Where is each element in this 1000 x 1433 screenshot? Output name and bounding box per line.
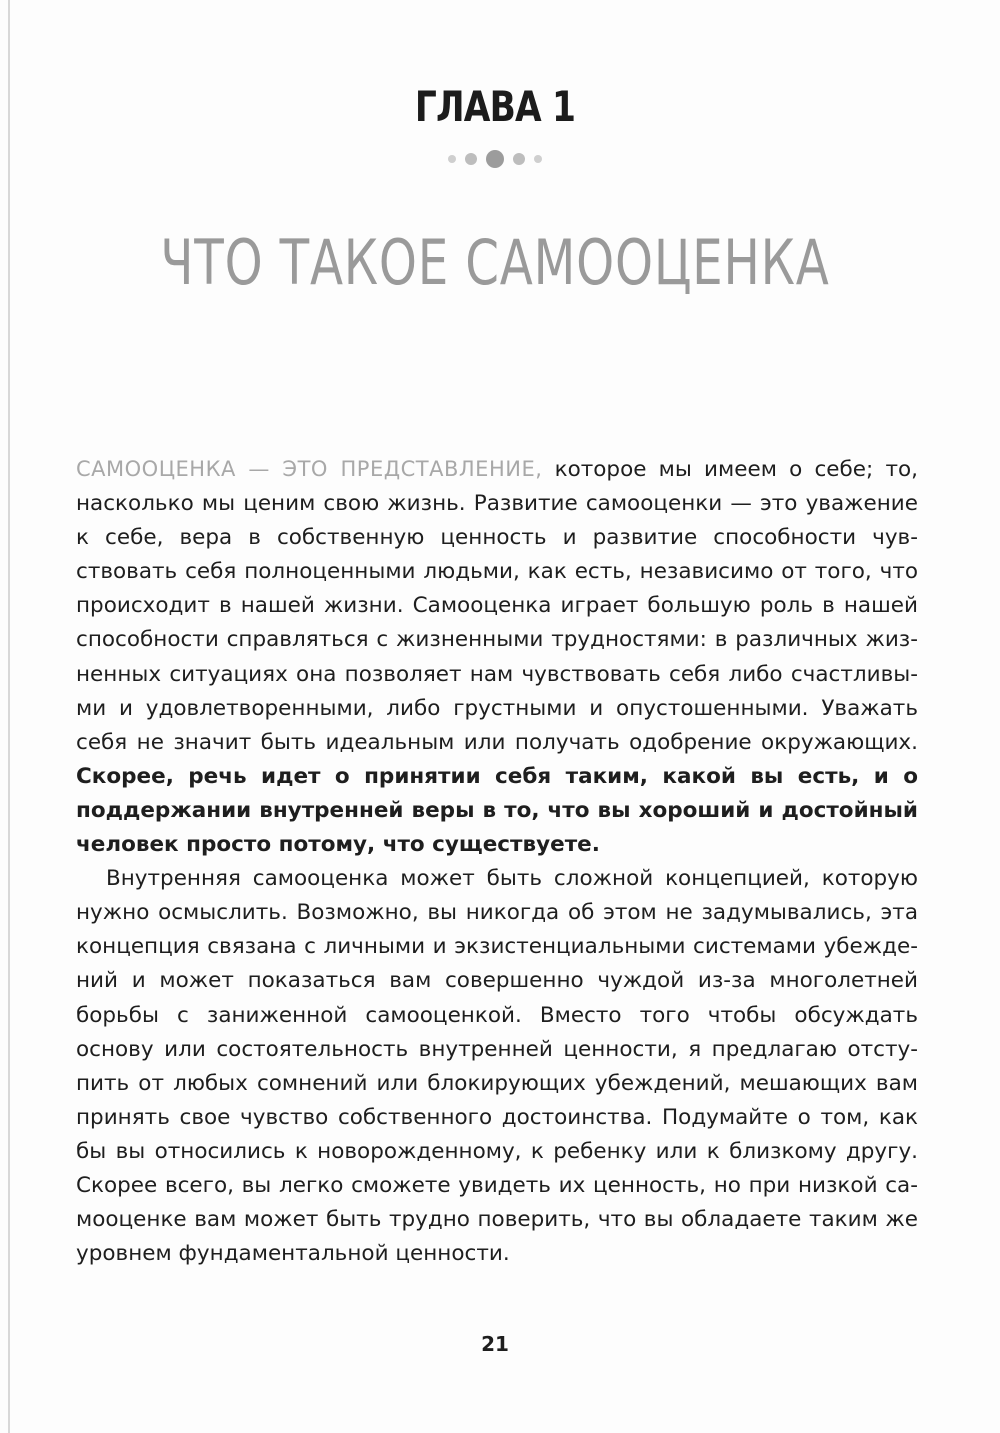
ornament-dot xyxy=(465,153,477,165)
paragraph-1-bold-text: Скорее, речь идет о принятии себя таким, какой вы есть, и о поддержании внутренней веры в то, что вы хороший и достойный человек просто потому, что существуете. xyxy=(76,763,918,858)
scan-edge xyxy=(8,0,10,1433)
ornament-dot xyxy=(448,155,456,163)
body-text xyxy=(76,452,918,1271)
lead-in-text: САМООЦЕНКА — ЭТО ПРЕДСТАВЛЕНИЕ, xyxy=(76,457,543,481)
paragraph-1 xyxy=(76,452,918,862)
ornament-dot xyxy=(486,150,504,168)
ornament-dot xyxy=(513,153,525,165)
paragraph-1-text: которое мы имеем о себе; то, насколько мы ценим свою жизнь. Развитие самооценки — это уважение к себе, вера в собственную ценность и развитие способности чувствовать себя полноценными людьми, как есть, независимо от того, что происходит в нашей жизни. Самооценка играет большую роль в нашей способности справляться с жизненными трудностями: в различных жизненных ситуациях она позволяет нам чувствовать себя либо счастливыми и удовлетворенными, либо грустными и опустошенными. Уважать себя не значит быть идеальным или получать одобрение окружающих. xyxy=(76,457,918,755)
paragraph-2: Внутренняя самооценка может быть сложной концепцией, которую нужно осмыслить. Возможно, вы никогда об этом не задумывались, эта концепция связана с личными и экзистенциальными системами убеждений и может показаться вам совершенно чуждой из-за многолетней борьбы с заниженной самооценкой. Вместо того чтобы обсуждать основу или состоятельность внутренней ценности, я предлагаю отступить от любых сомнений или блокирующих убеждений, мешающих вам принять свое чувство собственного достоинства. Подумайте о том, как бы вы относились к новорожденному, к ребенку или к близкому другу. Скорее всего, вы легко сможете увидеть их ценность, но при низкой самооценке вам может быть трудно поверить, что вы обладаете таким же уровнем фундаментальной ценности. xyxy=(76,866,918,1267)
chapter-ornament xyxy=(0,150,990,168)
chapter-label: ГЛАВА 1 xyxy=(414,82,576,131)
ornament-dot xyxy=(534,155,542,163)
page-number: 21 xyxy=(481,1332,509,1356)
chapter-title: ЧТО ТАКОЕ САМООЦЕНКА xyxy=(160,226,830,299)
